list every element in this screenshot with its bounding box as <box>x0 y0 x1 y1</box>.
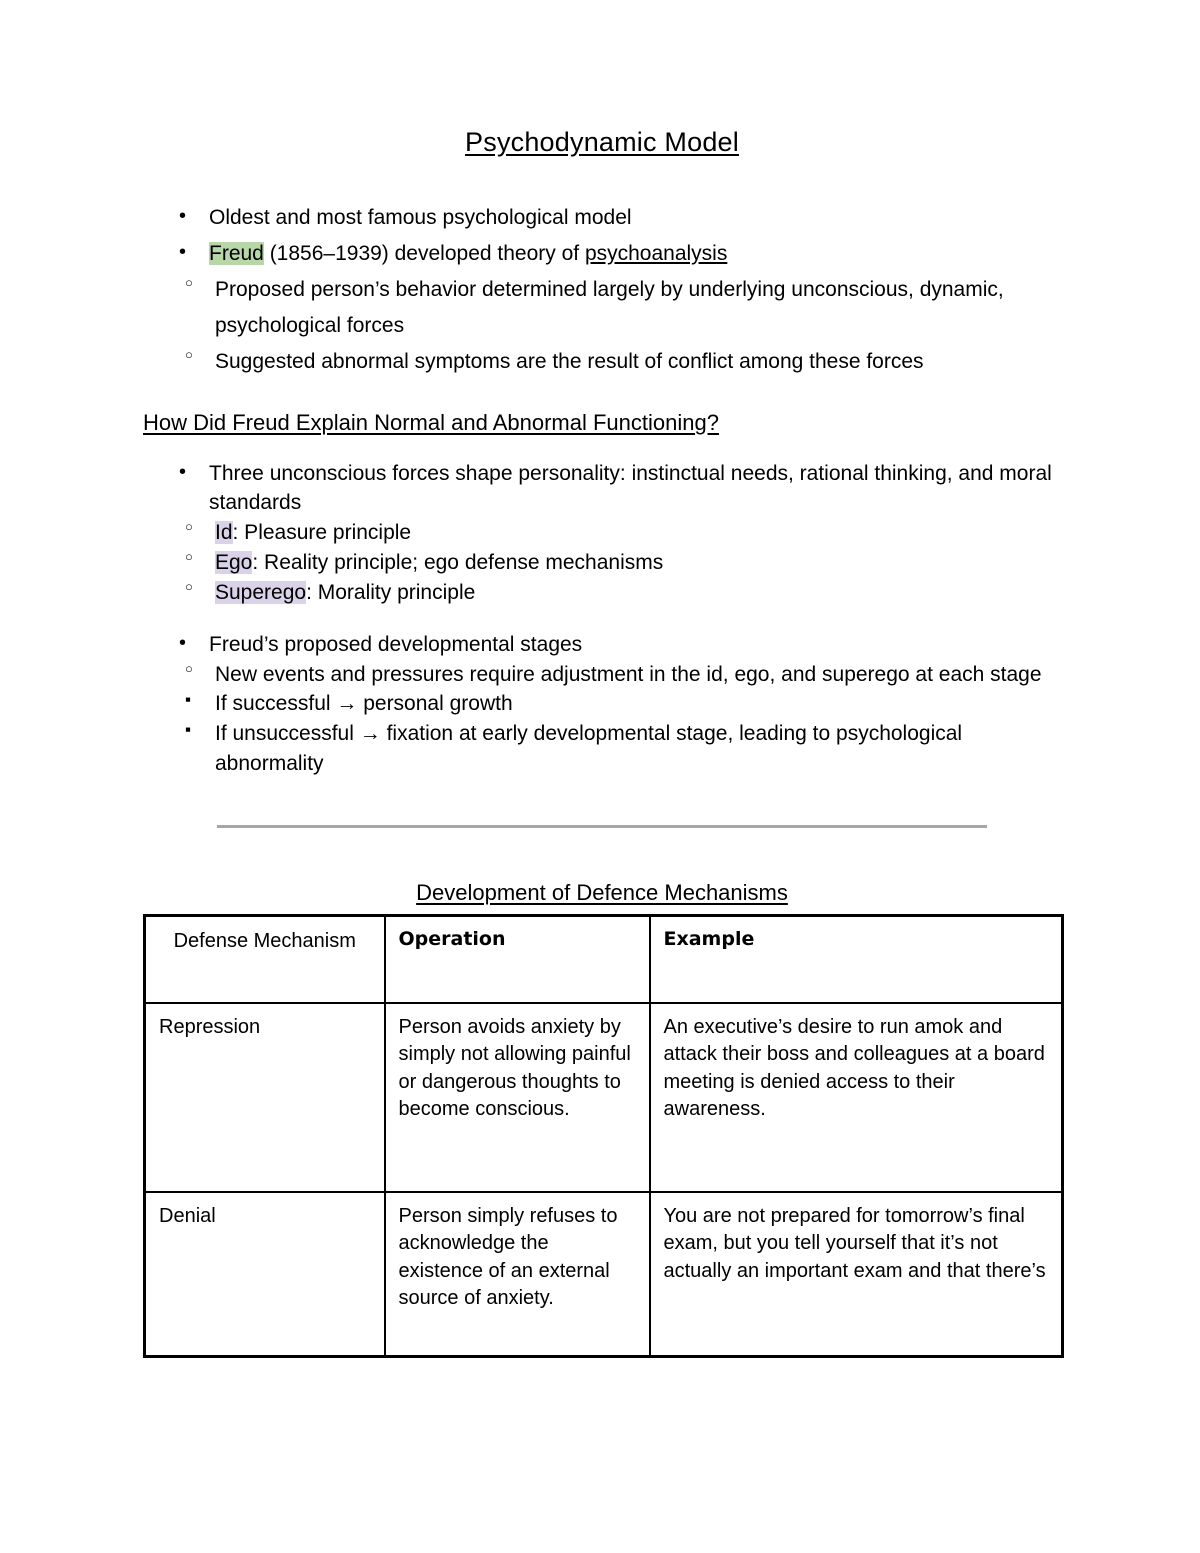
document-body <box>143 128 1061 1358</box>
list-item <box>143 660 1061 690</box>
list-item-superego <box>143 578 1061 608</box>
column-header-mechanism: Defense Mechanism <box>145 916 385 1004</box>
freud-sub-bullet-1: Proposed person’s behavior determined largely by underlying unconscious, dynamic, psychological forces <box>215 277 1004 338</box>
superego-rest-text: : Morality principle <box>306 580 476 604</box>
table-title <box>143 880 1061 906</box>
cell-mechanism: Denial <box>145 1192 385 1357</box>
list-item <box>143 344 1061 380</box>
stages-outcome-success: If successful → personal growth <box>215 692 513 716</box>
table-header-row <box>145 916 1063 1004</box>
list-item <box>143 272 1061 344</box>
forces-sub-bullet-list <box>143 518 1061 607</box>
stages-sub-bullet-list <box>143 660 1061 690</box>
stages-sub-bullet-text: New events and pressures require adjustment in the id, ego, and superego at each stage <box>215 662 1042 686</box>
highlight-freud: Freud <box>209 241 264 265</box>
stages-bullet-list <box>143 630 1061 660</box>
list-item <box>143 200 1061 236</box>
list-item <box>143 459 1061 519</box>
freud-sub-bullet-2: Suggested abnormal symptoms are the result of conflict among these forces <box>215 350 924 374</box>
list-item <box>143 719 1061 779</box>
forces-bullet-text: Three unconscious forces shape personality: instinctual needs, rational thinking, and moral standards <box>209 461 1052 515</box>
column-header-operation: Operation <box>385 916 650 1004</box>
forces-bullet-list <box>143 459 1061 519</box>
freud-sub-bullet-list <box>143 272 1061 380</box>
cell-example: You are not prepared for tomorrow’s final exam, but you tell yourself that it’s not actually an important exam and that there’s <box>650 1192 1063 1357</box>
list-item <box>143 630 1061 660</box>
table-row <box>145 1003 1063 1192</box>
spacer <box>143 608 1061 630</box>
stages-bullet-text: Freud’s proposed developmental stages <box>209 632 583 656</box>
defense-mechanisms-table <box>143 914 1064 1358</box>
section-heading <box>143 410 1061 436</box>
page-title-text: Psychodynamic Model <box>465 127 739 157</box>
list-item <box>143 689 1061 719</box>
freud-middle-text: (1856–1939) developed theory of <box>263 241 585 265</box>
spacer <box>143 437 1061 459</box>
spacer <box>143 380 1061 410</box>
psychoanalysis-underlined: psychoanalysis <box>584 241 728 265</box>
intro-bullet-list <box>143 200 1061 272</box>
highlight-superego: Superego <box>215 580 307 604</box>
intro-bullet-text: Oldest and most famous psychological model <box>209 205 632 229</box>
list-item-freud <box>143 236 1061 272</box>
stages-third-level-list <box>143 689 1061 778</box>
highlight-id: Id <box>215 521 233 545</box>
cell-operation: Person simply refuses to acknowledge the existence of an external source of anxiety. <box>385 1192 650 1357</box>
cell-operation: Person avoids anxiety by simply not allowing painful or dangerous thoughts to become conscious. <box>385 1003 650 1192</box>
page-title <box>143 128 1061 158</box>
list-item-ego <box>143 548 1061 578</box>
column-header-example: Example <box>650 916 1063 1004</box>
cell-example: An executive’s desire to run amok and attack their boss and colleagues at a board meeting is denied access to their awareness. <box>650 1003 1063 1192</box>
id-rest-text: : Pleasure principle <box>232 521 412 545</box>
cell-mechanism: Repression <box>145 1003 385 1192</box>
horizontal-divider <box>217 825 987 828</box>
highlight-ego: Ego <box>215 551 253 575</box>
list-item-id <box>143 518 1061 548</box>
section-heading-text: How Did Freud Explain Normal and Abnormal Functioning? <box>143 410 719 436</box>
table-title-text: Development of Defence Mechanisms <box>416 879 788 905</box>
ego-rest-text: : Reality principle; ego defense mechanisms <box>252 551 664 575</box>
table-row <box>145 1192 1063 1357</box>
stages-outcome-failure: If unsuccessful → fixation at early developmental stage, leading to psychological abnormality <box>215 722 963 775</box>
